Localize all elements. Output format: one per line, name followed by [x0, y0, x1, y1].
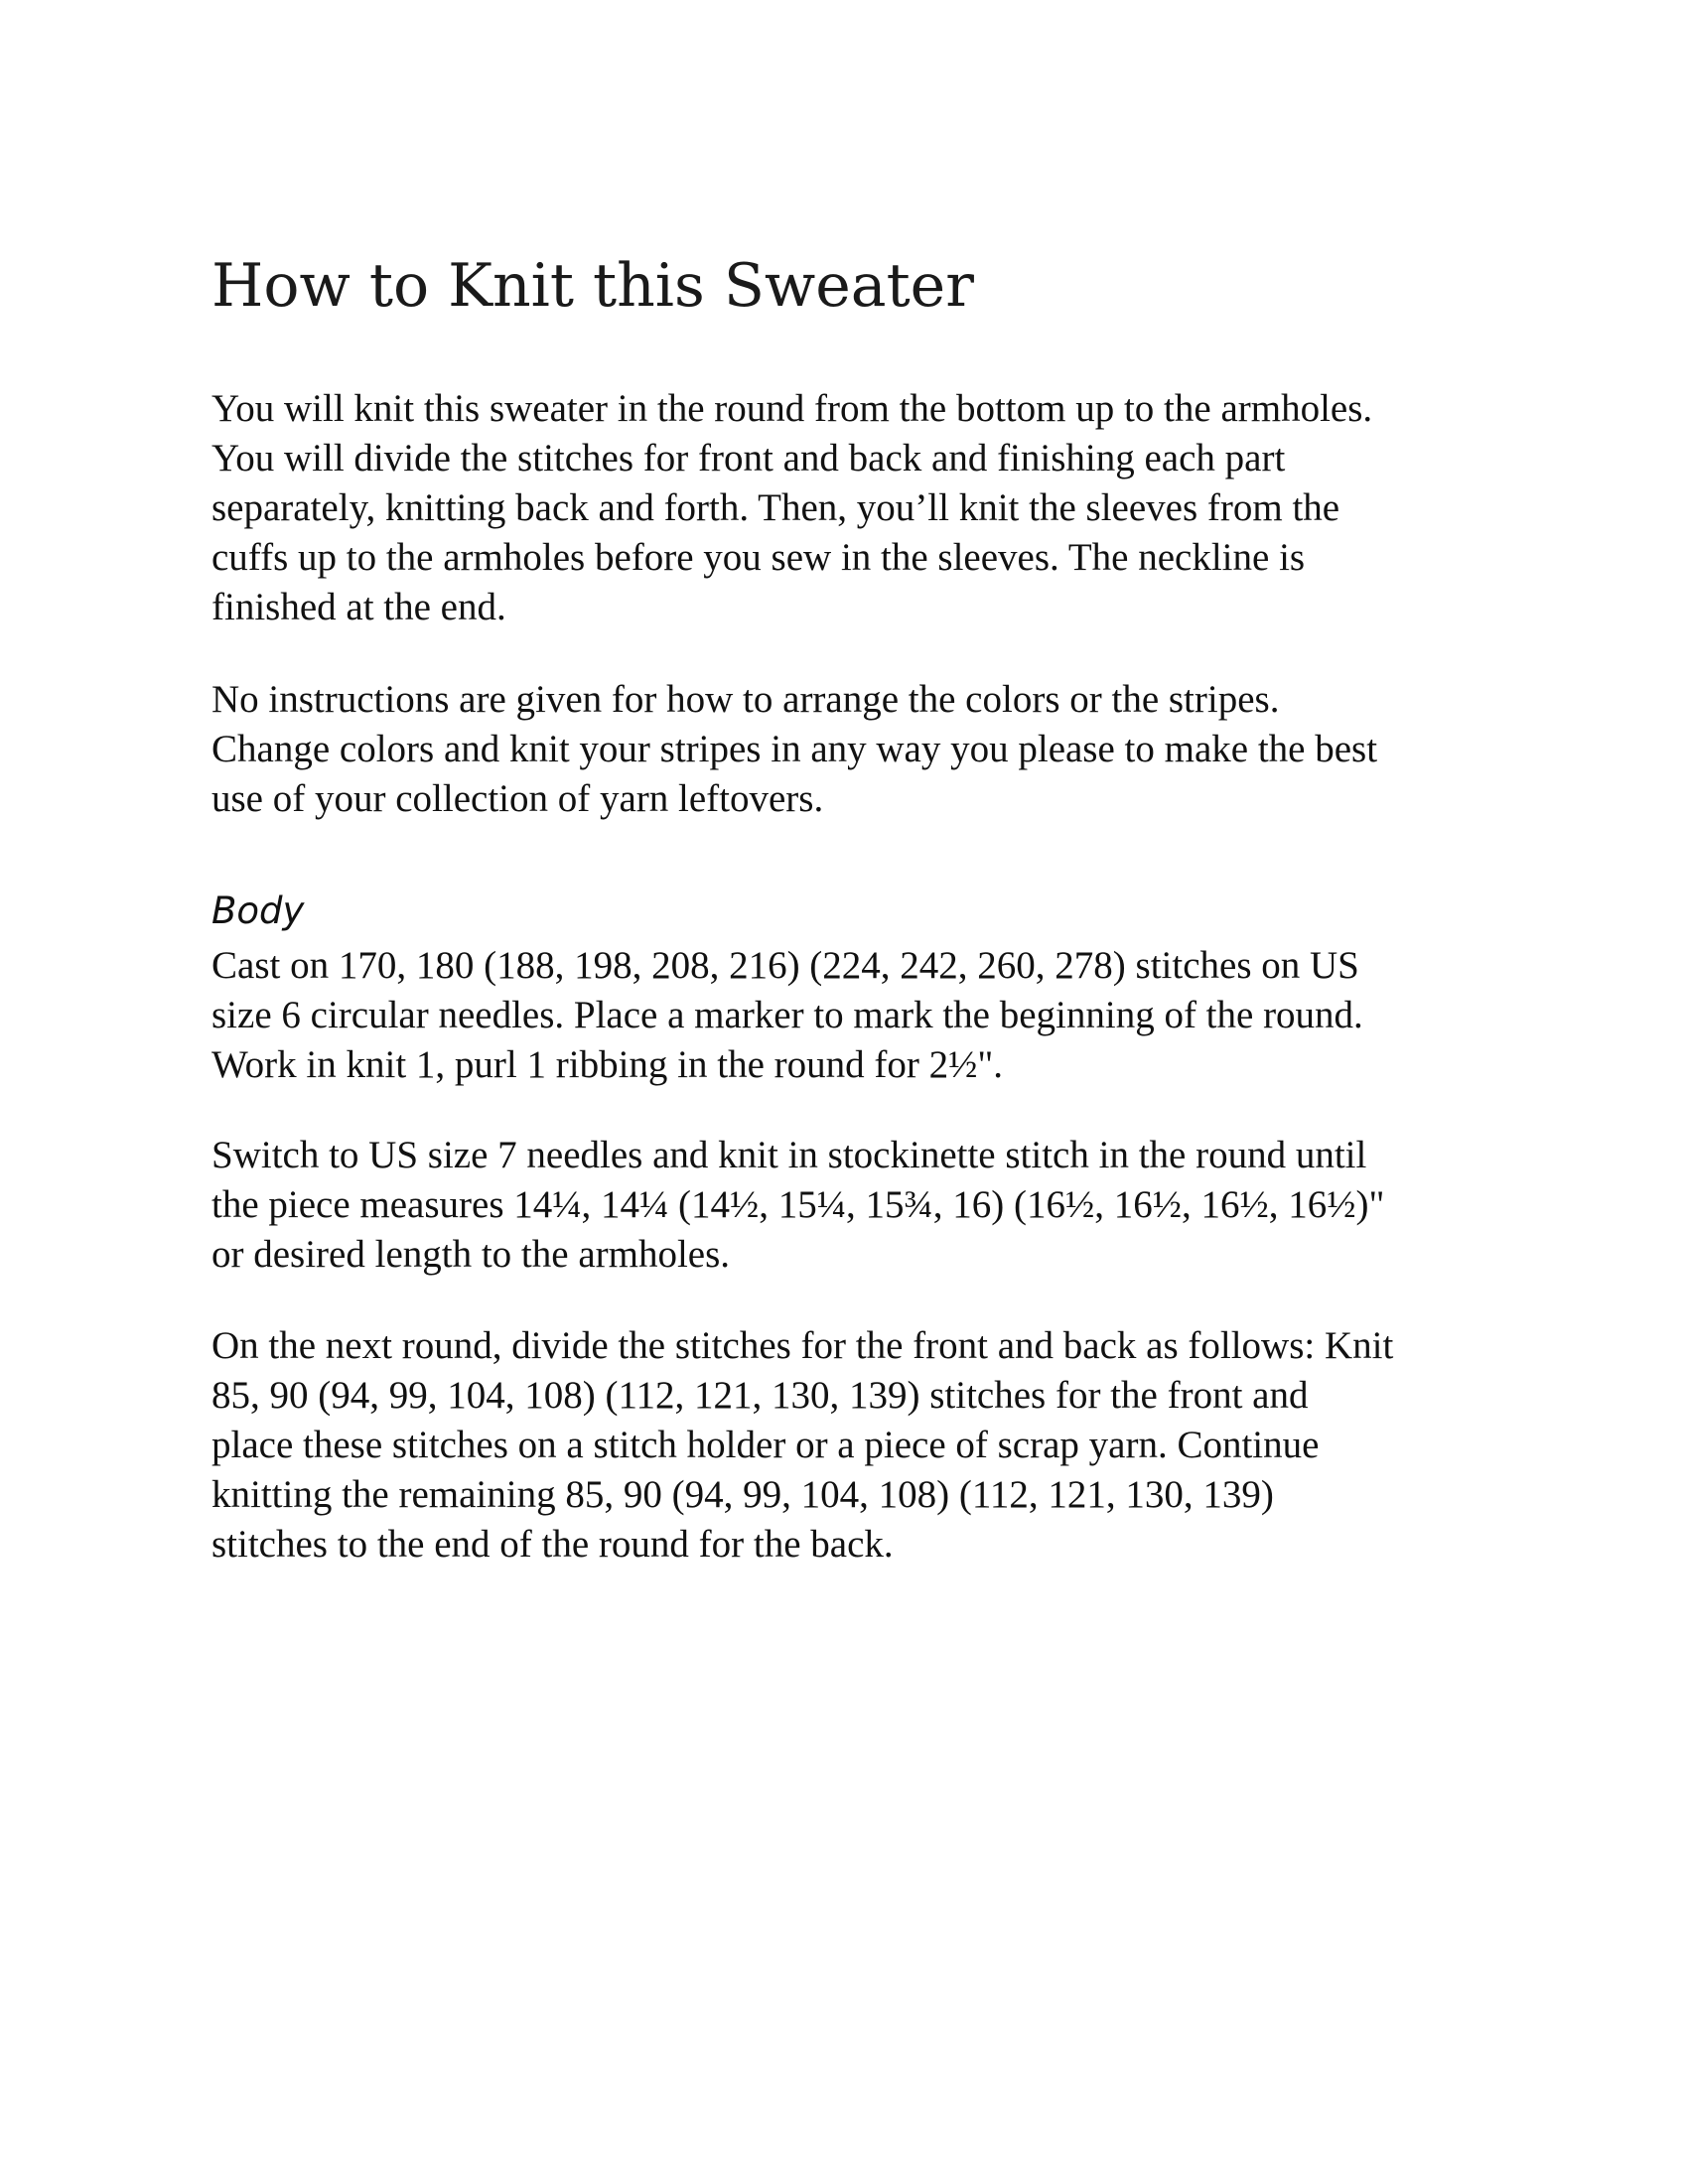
text-line: size 6 circular needles. Place a marker to mark the beginning of the round. [211, 994, 1363, 1036]
page-title: How to Knit this Sweater [211, 251, 974, 321]
text-line: Switch to US size 7 needles and knit in stockinette stitch in the round until [211, 1134, 1367, 1176]
text-line: separately, knitting back and forth. Then, you’ll knit the sleeves from the [211, 486, 1340, 529]
text-line: Work in knit 1, purl 1 ribbing in the round for 2½". [211, 1043, 1004, 1086]
text-line: stitches to the end of the round for the back. [211, 1523, 894, 1566]
text-line: knitting the remaining 85, 90 (94, 99, 104, 108) (112, 121, 130, 139) [211, 1473, 1274, 1516]
text-line: You will knit this sweater in the round from the bottom up to the armholes. [211, 387, 1373, 430]
text-line: finished at the end. [211, 586, 506, 628]
text-line: On the next round, divide the stitches for the front and back as follows: Knit [211, 1324, 1394, 1367]
text-line: cuffs up to the armholes before you sew in the sleeves. The neckline is [211, 536, 1306, 579]
text-line: 85, 90 (94, 99, 104, 108) (112, 121, 130, 139) stitches for the front and [211, 1374, 1309, 1417]
text-line: use of your collection of yarn leftovers. [211, 777, 824, 820]
text-line: You will divide the stitches for front and back and finishing each part [211, 437, 1286, 479]
text-line: Cast on 170, 180 (188, 198, 208, 216) (224, 242, 260, 278) stitches on US [211, 944, 1359, 987]
text-line: place these stitches on a stitch holder or a piece of scrap yarn. Continue [211, 1424, 1320, 1466]
text-line: No instructions are given for how to arrange the colors or the stripes. [211, 678, 1280, 721]
divide-stitches-paragraph [211, 1321, 1492, 1570]
cast-on-paragraph [211, 941, 1492, 1090]
text-line: the piece measures 14¼, 14¼ (14½, 15¼, 15¾, 16) (16½, 16½, 16½, 16½)" [211, 1183, 1385, 1226]
intro-paragraph [211, 384, 1492, 632]
body-section-heading: Body [211, 889, 305, 932]
text-line: Change colors and knit your stripes in any way you please to make the best [211, 728, 1378, 770]
colors-note-paragraph [211, 675, 1492, 824]
switch-needles-paragraph [211, 1131, 1492, 1280]
text-line: or desired length to the armholes. [211, 1233, 731, 1276]
